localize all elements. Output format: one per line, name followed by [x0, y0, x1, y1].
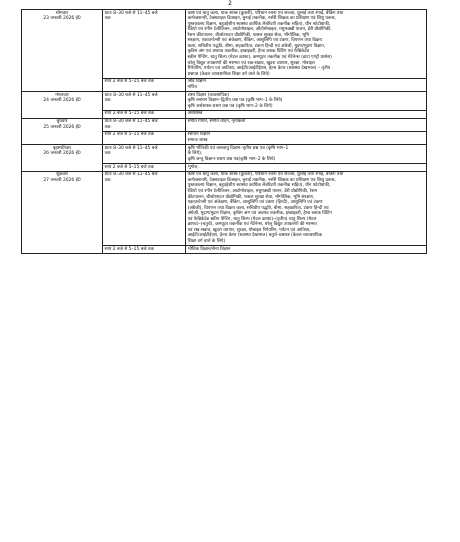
subject-line: एवं फेब्रिकेटेड स्क्रीन पेन्टिंग, धातु शिल्प (मेटल क्राफ्ट)–(तृतीय) धातु शिल्प (मेटल — [187, 216, 317, 222]
subject-line: रेडियो एवं रंगीन टेलीविजन, आटोमोबाइल, ऑटोमोबाइल, मधुमक्खी पालन, डेरी प्रौद्योगिकी, — [187, 27, 332, 33]
subject-line: कृषि अर्थशास्त्र–प्रथम प्रश्न पत्र (कृषि भाग–2 के लिये) — [187, 103, 273, 109]
exam-time: तक — [104, 124, 111, 130]
subject-line: प्रश्नपत्र (केवल व्यावसायिक शिक्षा वर्ग वाले के लिये) — [187, 71, 270, 77]
exam-time: सायं 2 बजे से 5–15 बजे तक — [104, 111, 154, 117]
exam-time: तक — [104, 16, 111, 22]
exam-time: प्रातः 8–30 बजे से 11–45 बजे — [104, 172, 158, 178]
subject-line: कीटपालन, बीजोत्पादन प्रौद्योगिकी, फसल सुरक्षा सेवा, भौगोलिक, भूमि संरक्षण, — [187, 194, 315, 200]
exam-time-cell — [103, 110, 186, 118]
page-number: 2 — [228, 0, 232, 7]
subject-line: जीव विज्ञान — [187, 79, 206, 85]
subject-line: भौतिक विज्ञान/सैन्य विज्ञान — [187, 246, 231, 252]
subject-line: शस्य विज्ञान (व्यवसायिक) — [187, 92, 230, 98]
exam-date: 26 जनवरी 2026 ई0 — [43, 151, 81, 157]
exam-time-cell — [103, 118, 186, 131]
exam-time-cell — [103, 10, 186, 79]
exam-schedule-table — [21, 9, 427, 254]
exam-time: तक — [104, 98, 111, 104]
exam-date-cell — [22, 92, 103, 119]
exam-subject-cell — [186, 145, 427, 164]
subject-line: समाज शास्त्र — [187, 138, 208, 144]
subject-line: रेडियो एवं रंगीन टेलीविजन, आटोमोबाइल, मधुमक्खी पालन, डेरी प्रौद्योगिकी, रेशम — [187, 188, 318, 194]
exam-date-cell — [22, 118, 103, 145]
schedule-row — [22, 10, 427, 79]
exam-time: तक — [104, 151, 111, 157]
exam-subject-cell — [186, 78, 427, 91]
subject-line: रसायन विज्ञान — [187, 132, 211, 138]
exam-time-cell — [103, 145, 186, 164]
exam-date: 25 जनवरी 2026 ई0 — [43, 124, 81, 130]
subject-line: अर्थशास्त्र — [187, 111, 203, 117]
subject-line: कृषि भौतिकी एवं जलवायु विज्ञान–तृतीय प्रश्न पत्र (कृषि भाग–1 — [187, 145, 289, 151]
subject-line: काष्ठ एवं धातु कला, पाक शास्त्र (कुकरी), परिधान रचना एवं सज्जा, धुलाई तथा रंगाई, बेकिंग तथा — [187, 172, 344, 178]
schedule-row — [22, 145, 427, 164]
subject-line: के लिये), — [187, 151, 203, 157]
exam-date-cell — [22, 10, 103, 92]
schedule-row — [22, 118, 427, 131]
exam-time-cell — [103, 171, 186, 245]
exam-subject-cell — [186, 10, 427, 79]
subject-line: संरक्षण, एकाउन्टेन्सी एवं अंकेक्षण, बैंकिंग, आशुलिपि एवं टंकण, विपणन तथा विक्रय — [187, 38, 322, 44]
exam-date: 27 जनवरी 2026 ई0 — [43, 177, 81, 183]
exam-subject-cell — [186, 92, 427, 111]
subject-line: अंग्रेजी, मुद्रण/मुद्रण विज्ञान, कृत्रिम अंग एवं अवयव तकनीक, इम्ब्राइडरी, हैण्ड ब्लाक प्रिंटिंग — [187, 211, 332, 217]
exam-day: बुधवार — [56, 119, 68, 125]
exam-day: मंगलवार — [55, 92, 69, 98]
subject-line: कला, सचिवीय पद्धति, बीमा, सहकारिता, टंकण हिन्दी एवं अंग्रेजी, मुद्रण/मुद्रण विज्ञान, — [187, 43, 326, 49]
exam-subject-cell — [186, 171, 427, 245]
subject-line: भूगोल, — [187, 164, 199, 170]
subject-line: काष्ठ एवं धातु कला, पाक शास्त्र (कुकरी), परिधान रचना एवं सज्जा, धुलाई तथा रंगाई, बेकिंग तथा — [187, 10, 344, 16]
exam-time-cell — [103, 78, 186, 91]
subject-line: कृत्रिम अंग एवं अवयव तकनीक, इम्ब्राइडरी, हैण्ड ब्लाक प्रिंटिंग एवं फेब्रिकेटेड — [187, 49, 310, 55]
exam-date-cell — [22, 145, 103, 172]
exam-time-cell — [103, 131, 186, 144]
subject-line: आईटी/आईटीईएस, हेल्थ केयर (स्वास्थ्य देखभाल) चतुर्थ–प्रश्नपत्र (केवल व्यावसायिक — [187, 233, 323, 239]
exam-subject-cell — [186, 131, 427, 144]
exam-time: सायं 2 बजे से 5–15 बजे तक — [104, 132, 154, 138]
schedule-row — [22, 171, 427, 245]
exam-time: प्रातः 8–30 बजे से 11–45 बजे — [104, 145, 158, 151]
exam-day: शुक्रवार — [56, 172, 68, 178]
exam-time-cell — [103, 246, 186, 254]
exam-subject-cell — [186, 118, 427, 131]
exam-date: 23 जनवरी 2026 ई0 — [43, 16, 81, 22]
subject-line: रेशम कीटपालन, बीजोत्पादन प्रौद्योगिकी, फसल सुरक्षा सेवा, भौगोलिक, भूमि — [187, 32, 310, 38]
subject-line: गणित — [187, 84, 197, 90]
subject-line: स्क्रीन पेन्टिंग, धातु शिल्प (मेटल क्राफ्ट), कम्प्यूटर तकनीक एवं मेंटेनेन्स (डाटा एण्ट्री प्रासेस) — [187, 54, 332, 60]
exam-time-cell — [103, 92, 186, 111]
subject-line: एवं रख-रखाव, खुदरा व्यापार, सुरक्षा, मोबाइल रिपेयरिंग, पर्यटन एवं आतिथ्य, — [187, 227, 311, 233]
subject-line: कन्फेक्शनरी, टेक्सटाइल डिजाइन, बुनाई तकनीक, नर्सरी शिक्षक का प्रशिक्षण एवं शिशु प्रबन्ध, — [187, 177, 336, 183]
exam-time: सायं 2 बजे से 5–15 बजे तक — [104, 79, 154, 85]
schedule-row — [22, 92, 427, 111]
subject-line: (अंग्रेजी), विपणन तथा विक्रय कला, सचिवीय पद्धति, बीमा, सहकारिता, टंकण हिन्दी एवं — [187, 205, 329, 211]
exam-time: तक — [104, 177, 111, 183]
subject-line: एकाउन्टेन्सी एवं अंकेक्षण, बैंकिंग, आशुलिपि एवं टंकण (हिन्दी), आशुलिपि एवं टंकण — [187, 200, 323, 206]
subject-line: रिपेयरिंग, पर्यटन एवं आतिथ्य, आईटी/आईटीईएस, हेल्थ केयर (स्वास्थ्य देखभाल) – तृतीय — [187, 66, 331, 72]
exam-day: सोमवार — [55, 10, 69, 16]
exam-date: 24 जनवरी 2026 ई0 — [43, 98, 81, 104]
subject-line: शिक्षा वर्ग वाले के लिये) — [187, 238, 226, 244]
exam-subject-cell — [186, 246, 427, 254]
subject-line: घरेलू विद्युत उपकरणों की मरम्मत एवं रख-रखाव, खुदरा व्यापार, सुरक्षा, मोबाइल — [187, 60, 315, 66]
exam-subject-cell — [186, 110, 427, 118]
subject-line: पुस्तकालय विज्ञान, बहुउद्देशीय स्वास्थ्य कार्यिक लैबोरेटरी तकनीक सहित), ग्रीन फोटोग्राफी, — [187, 21, 331, 27]
subject-line: कृषि जन्तु विज्ञान–प्रथम प्रश्न पत्र(कृषि भाग–2 के लिये) — [187, 156, 276, 162]
exam-time: सायं 2 बजे से 5–15 बजे तक — [104, 164, 154, 170]
exam-time: प्रातः 8–30 बजे से 11–45 बजे — [104, 10, 158, 16]
subject-line: पुस्तकालय विज्ञान, बहुउद्देशीय स्वास्थ्य कार्यिक लैबोरेटरी तकनीक सहित), ग्रीन फोटोग्राफी, — [187, 183, 331, 189]
exam-subject-cell — [186, 163, 427, 171]
subject-line: कन्फेक्शनरी, टेक्सटाइल डिजाइन, बुनाई तकनीक, नर्सरी शिक्षक का प्रशिक्षण एवं शिशु प्रबन्ध, — [187, 16, 336, 22]
exam-time: प्रातः 8–30 बजे से 11–45 बजे — [104, 119, 158, 125]
subject-line: कृषि रसायन विज्ञान–द्वितीय प्रश्न पत्र (कृषि भाग–1 के लिये) — [187, 98, 283, 104]
exam-time: प्रातः 8–30 बजे से 11–45 बजे — [104, 92, 158, 98]
exam-time: सायं 2 बजे से 5–15 बजे तक — [104, 246, 154, 252]
subject-line: संगीत गायन, संगीत वादन, नृत्यकला — [187, 119, 246, 125]
exam-date-cell — [22, 171, 103, 253]
subject-line: क्राफ्ट)–(चतुर्थ), कम्प्यूटर तकनीक एवं मेंटेनेन्स, घरेलू विद्युत उपकरणों की मरम्मत — [187, 222, 317, 228]
exam-time-cell — [103, 163, 186, 171]
exam-day: बृहस्पतिवार — [52, 145, 72, 151]
